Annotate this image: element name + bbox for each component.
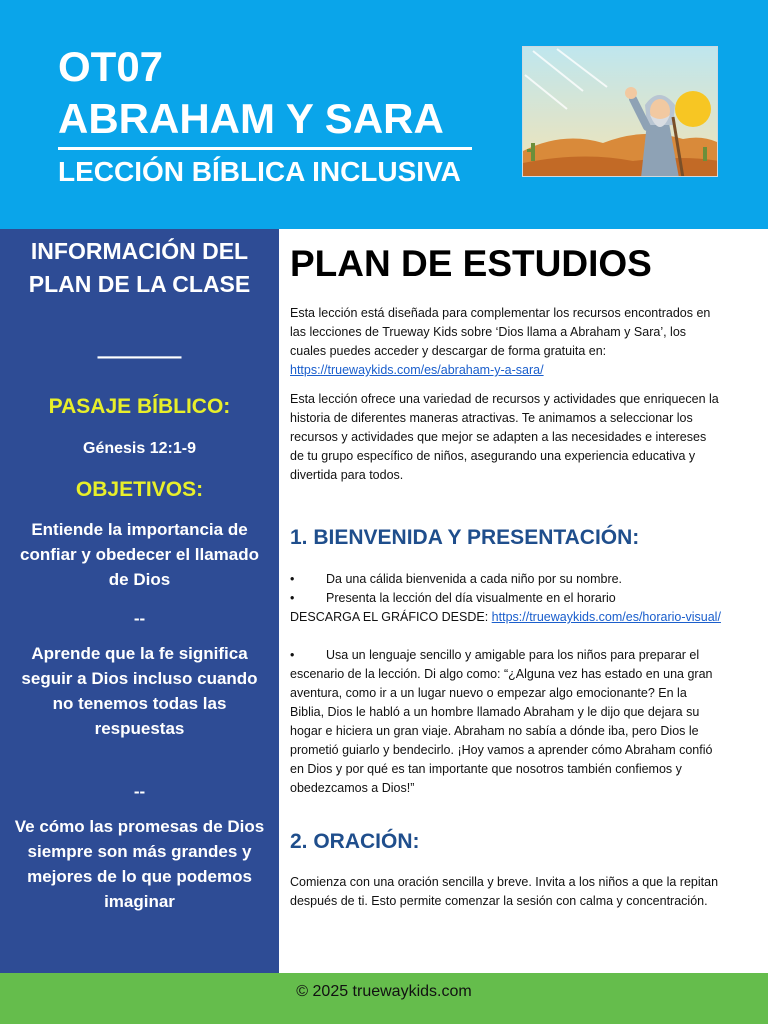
abraham-illustration: [522, 46, 718, 177]
objective-1: Entiende la importancia de confiar y obedecer el llamado de Dios: [19, 520, 260, 589]
bullet-text: Presenta la lección del día visualmente en el horario: [326, 591, 616, 605]
passage-label: PASAJE BÍBLICO:: [48, 395, 231, 418]
lesson-title: ABRAHAM Y SARA: [58, 95, 444, 142]
bullet-text: Usa un lenguaje sencillo y amigable para los niños para preparar el escenario de la lección. Di algo como: “¿Alguna vez has estado en una gran aventura, como ir a un lugar nuevo o empezar algo emocionante? En la Biblia, Dios le habló a un hombre llamado Abraham y le dijo que dejara su hogar e hiciera un gran viaje. Abraham no sabía a dónde iba, pero Dios le prometió guiarlo y bendecirlo. ¡Hoy vamos a aprender cómo Abraham confió en Dios y por qué es tan importante que nosotros también confiemos y obedezcamos a Dios!”: [290, 648, 713, 795]
objectives-label: OBJETIVOS:: [75, 478, 204, 501]
lesson-link[interactable]: https://truewaykids.com/es/abraham-y-a-sara/: [290, 363, 544, 377]
section-heading-prayer: 2. ORACIÓN:: [290, 830, 420, 853]
bullet-point: •: [290, 591, 295, 605]
welcome-bullet-2: [290, 589, 722, 608]
page-title: PLAN DE ESTUDIOS: [290, 243, 652, 284]
intro-paragraph-1: [290, 304, 722, 380]
objective-separator: --: [133, 782, 146, 801]
welcome-bullet-1: [290, 570, 722, 589]
prayer-paragraph: Comienza con una oración sencilla y breve. Invita a los niños a que la repitan después de ti. Esto permite comenzar la sesión con calma y concentración.: [290, 875, 719, 908]
section-heading-welcome: 1. BIENVENIDA Y PRESENTACIÓN:: [290, 526, 640, 549]
objective-2: Aprende que la fe significa seguir a Dios incluso cuando no tenemos todas las respuestas: [21, 644, 258, 738]
abraham-waving-icon: [523, 47, 718, 177]
sidebar-divider: ————: [97, 345, 182, 368]
footer-bar: [0, 973, 768, 1024]
sidebar-heading: INFORMACIÓN DEL PLAN DE LA CLASE: [28, 238, 251, 297]
lesson-code: OT07: [58, 43, 164, 90]
objective-3: Ve cómo las promesas de Dios siempre son más grandes y mejores de lo que podemos imaginar: [14, 817, 265, 911]
copyright-text: © 2025 truewaykids.com: [296, 983, 472, 1000]
bullet-point: •: [290, 572, 295, 586]
title-underline: [58, 147, 472, 150]
bullet-point: •: [290, 648, 295, 662]
download-line: [290, 608, 722, 627]
header-banner: [0, 0, 768, 229]
intro-text: Esta lección está diseñada para complementar los recursos encontrados en las lecciones de Trueway Kids sobre ‘Dios llama a Abraham y Sara’, los cuales puedes acceder y descargar de forma gratuita en:: [290, 306, 711, 358]
intro-paragraph-2: Esta lección ofrece una variedad de recursos y actividades que enriquecen la historia de diferentes maneras atractivas. Te animamos a seleccionar los recursos y actividades que mejor se adapten a las necesidades e intereses de tu grupo específico de niños, asegurando una experiencia educativa y divertida para todos.: [290, 392, 719, 482]
welcome-bullet-3: [290, 646, 722, 798]
class-plan-sidebar: [0, 229, 279, 973]
schedule-link[interactable]: https://truewaykids.com/es/horario-visual/: [491, 610, 721, 624]
objective-separator: --: [133, 609, 146, 628]
lesson-subtitle: LECCIÓN BÍBLICA INCLUSIVA: [58, 156, 461, 187]
passage-reference: Génesis 12:1-9: [83, 440, 196, 457]
download-label: DESCARGA EL GRÁFICO DESDE:: [290, 610, 492, 624]
bullet-text: Da una cálida bienvenida a cada niño por su nombre.: [326, 572, 623, 586]
